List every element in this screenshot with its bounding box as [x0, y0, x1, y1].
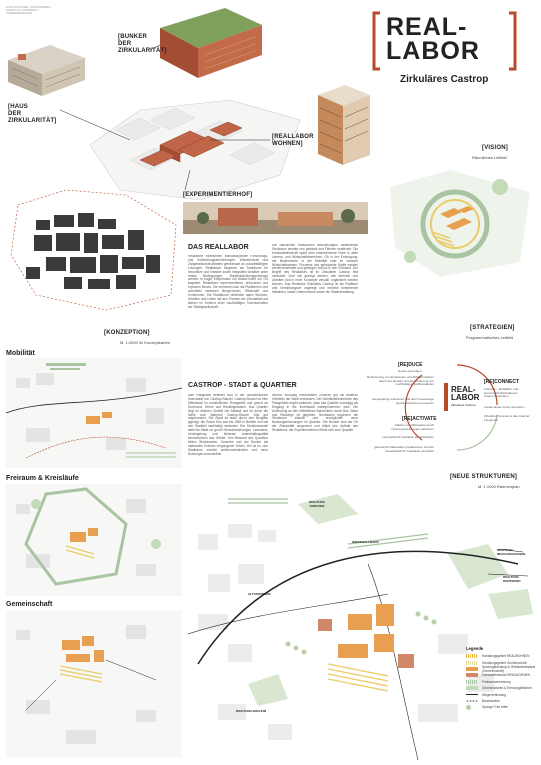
rahmenplan-map: [188, 494, 538, 760]
legend-swatch: [466, 699, 478, 703]
label-bunker: [BUNKER DER ZIRKULARITÄT]: [118, 34, 167, 54]
castrop-heading: CASTROP - STADT & QUARTIER: [188, 382, 297, 389]
strategy-reduce: [RE]DUCE: [398, 362, 423, 368]
legend-label: Handlungsgebiet Gemeinschaft: [482, 660, 527, 665]
title-line1: REAL-: [386, 13, 468, 41]
strategy-reconnect-text3: Zirkuläre Prozesse in das Quartier integrieren: [484, 414, 530, 422]
strategy-reactivate-text3: gebrauchte Materialien (re)aktivieren und der Gesellschaft für Kreisläufe vermitteln: [374, 445, 434, 453]
strategy-reconnect-text2: Lokale Akteur:innen vernetzen: [484, 405, 525, 409]
gemeinschaft-map: [6, 610, 182, 758]
legend-title: Legende: [466, 646, 484, 651]
strategy-reconnect-text: Freiraum-, Mobilitäts- und Gemeinschaftsstrukturen zusammendenken: [484, 387, 519, 399]
plan-label-dortmund: RICHTUNG DORTMUND: [503, 575, 521, 583]
castrop-text-col2: zentral, fußläufig erreichbaren Zentrum gut mit anderen Gebieten der Stadt verbunden. Der Schnittstellenbereich des Plangebiets ergibt weiterhin, dass das Quartier vorrangig als Eingang in die Innenstadt wahrgenommen wird. Die Anbindung an den öffentlichen Nahverkehr durch Bus, Bahn und Radwege ist gegeben. Neubauten ergänzen die Strukturen zirkulär und ermöglichen neue Nutzungsmischungen im Quartier. Der Bunker wird als Ort der Zirkularität umgenutzt und bildet den Auftakt des Reallabors, der Experimentierhof öffnet sich zum Quartier.: [272, 394, 358, 433]
mobilitaet-heading: Mobilität: [6, 350, 35, 357]
wohnen-illustration: [318, 85, 370, 165]
plan-label-recklinghausen: RICHTUNG RECKLINGHAUSEN: [497, 548, 526, 556]
legend-swatch: [466, 686, 478, 690]
reallabor-text-col2: von natürlichen Ressourcen beschleunigen. Bestehende Strukturen werden neu gedacht und Flächen reaktiviert. Die Kreislaufwirtschaft spielt eine entscheidende Rolle in allen Lebens- und Wirtschaftsbereichen. Ob in der Entsorgung, der Bauindustrie, in der Mobilität oder im urbanen Wirtschaftswesen. Prozesse und gebrauchte Stoffe werden wiederverwendet und gelangen zurück in den Kreislauf. Der Begriff des Reallabors ist im Zirkulären Castrop fest verankert. Dort soll gezeigt werden, wie Wohnen und Arbeiten durch neue Konzepte zirkulär organisiert werden können. Das Reallabor Zirkuläres Castrop ist als Plattform und Vermittlungsort angelegt und vernetzt bestehende Initiativen, lokale Unternehmen sowie die Stadtverwaltung.: [272, 244, 358, 294]
legend-swatch: [466, 705, 471, 710]
legend: [466, 646, 538, 711]
strategy-center-top: REAL-: [451, 385, 476, 394]
legend-swatch: [466, 694, 478, 695]
legend-label: Freiraumvernetzung: [482, 679, 511, 684]
title-block: [372, 11, 532, 85]
neue-strukturen-subtitle: M. 1:1000 Rahmenplan: [478, 484, 520, 489]
strategy-reduce-text2: Versiegelung reduzieren und durch neuwertige Quartiersstrukturen ersetzen: [371, 397, 434, 405]
header-credit: ROSA SCHOSSER · MASTERARBEIT · LEHRSTUHL STÄDTEBAU · SOMMERSEMESTER: [6, 6, 53, 16]
reallabor-heading: DAS REALLABOR: [188, 244, 249, 251]
legend-swatch: [466, 667, 478, 671]
legend-swatch: [466, 680, 478, 684]
strategy-center-mid: LABOR: [451, 393, 480, 402]
legend-label: Handlungsgebiet REALWOHNEN: [482, 654, 530, 659]
legend-swatch: [466, 673, 478, 677]
legend-list: [466, 653, 538, 711]
plan-label-dorsten: RICHTUNG DORSTEN: [309, 500, 325, 508]
label-konzeption: [KONZEPTION]: [104, 330, 150, 336]
legend-label: Grünstrukturen & Erholungsflächen: [482, 686, 532, 691]
strategy-reactivate-text2: Leerstehende Gebäude wiederbeleben: [382, 435, 434, 439]
title-line2: LABOR: [386, 37, 480, 65]
experimentierhof-photo: [183, 202, 368, 234]
legend-swatch: [466, 654, 478, 658]
legend-item: [466, 704, 538, 710]
legend-label: Gebäudebestand REALWOHNEN: [482, 673, 530, 678]
figure-ground-map: [6, 185, 186, 315]
label-haus: [HAUS DER ZIRKULARITÄT]: [8, 104, 57, 124]
plan-label-wiedehall: WIEDEHALLBAHN: [352, 540, 379, 544]
label-strategien: [STRATEGIEN]: [470, 325, 515, 331]
castrop-text-col1: Das Plangebiet befindet sich in der nordwestlichen Innenstadt von Castrop-Rauxel. Castrop-Rauxel ist eine Mittelstadt im nordöstlichen Ruhrgebiet und grenzt an Dortmund, Herne und Recklinghausen. Das Quartier liegt im direkten Umfeld der Altstadt und ist durch die Nähe zum Bahnhof Castrop-Rauxel Süd gut angebunden. Die Stadt ist stark durch den Bergbau geprägt, die Zeche Erin war bis 1983 in Betrieb und hat den Stadtteil nachhaltig verändert. Der Strukturwandel stellt die Stadt vor große Herausforderungen. Leerstand, Versiegelung und fehlende Aufenthaltsqualität kennzeichnen das Gebiet. Den Bestand des Quartiers bilden Wohnbauten, Gewerbe und der Bunker als markantes Zeichen vergangener Zeiten. Ziel ist es, den Stadtraum zirkulär weiterzuentwickeln und neue Nutzungen anzusiedeln.: [188, 394, 268, 456]
legend-label: Sponge Tree Allee: [482, 705, 509, 710]
title-subtitle: Zirkuläres Castrop: [400, 74, 489, 85]
strategy-reduce-sub: Neues vermeiden: [398, 369, 422, 373]
freiraum-map: [6, 484, 182, 596]
plan-label-bochum: RICHTUNG BOCHUM: [236, 709, 267, 713]
label-experimentierhof: [EXPERIMENTIERHOF]: [183, 192, 253, 198]
vision-diagram: [380, 162, 535, 282]
strategien-subtitle: Programmatisches Leitbild: [466, 335, 514, 340]
strategy-reactivate-text: Flächen und Bauwerke durch Nutzungsmischungen aktivieren: [391, 423, 434, 431]
gemeinschaft-heading: Gemeinschaft: [6, 601, 53, 608]
strategy-reactivate: [RE]ACTIVATE: [402, 416, 437, 422]
legend-label: Wegeverbindung: [482, 692, 507, 697]
strategy-center-sub: Zirkuläres Castrop: [451, 403, 476, 407]
legend-swatch: [466, 661, 478, 665]
label-wohnen: [REALLABOR WOHNEN]: [272, 134, 314, 147]
konzeption-subtitle: M. 1:2000 3x Konzeptkarten: [120, 340, 171, 345]
legend-label: Nutzungsbindung & Gebäudebestand (Gemeinschaft): [482, 664, 536, 673]
strategy-reduce-text: Reduzierung von Emissionen und Abfallproduktion durch den Einsatz und die Förderung von nachhaltigen Stoffkreisläufen: [366, 375, 434, 387]
vision-subtitle: Räumliches Leitbild: [472, 155, 507, 160]
label-neue-strukturen: [NEUE STRUKTUREN]: [450, 474, 518, 480]
freiraum-heading: Freiraum & Kreisläufe: [6, 475, 79, 482]
reallabor-text-col1: Reallabore bezeichnen transdisziplinäre Forschungs- und Entwicklungseinrichtungen. Wissenschaft und Zivilgesellschaft arbeiten gemeinsam an zukunftsfähigen Lösungen. Reallabore fungieren als Testräume für innovative und kreative sowie integrative Ansätze unter realen Bedingungen. Stadtentwicklungsprozesse werden in enger Kooperation mit Akteur:innen vor Ort begleitet. Reallabore experimentieren, erforschen und erproben Neues. Sie vernetzen sich als Plattformen und vermitteln zwischen Bürger:innen, Wirtschaft und Kommunen. Die Reallabore verbinden dabei Wohnen, Arbeiten und Leben mit den Themen der Zirkularität und stehen im Kontext einer nachhaltigen Transformation der Stadtgesellschaft.: [188, 255, 268, 309]
mobilitaet-map: [6, 358, 182, 468]
strategy-reconnect: [RE]CONNECT: [484, 379, 519, 385]
plan-label-altstadtring: ALTSTADTRING: [248, 592, 271, 596]
legend-label: Baumkanten: [482, 698, 500, 703]
label-vision: [VISION]: [482, 145, 508, 151]
haus-illustration: [8, 45, 85, 96]
